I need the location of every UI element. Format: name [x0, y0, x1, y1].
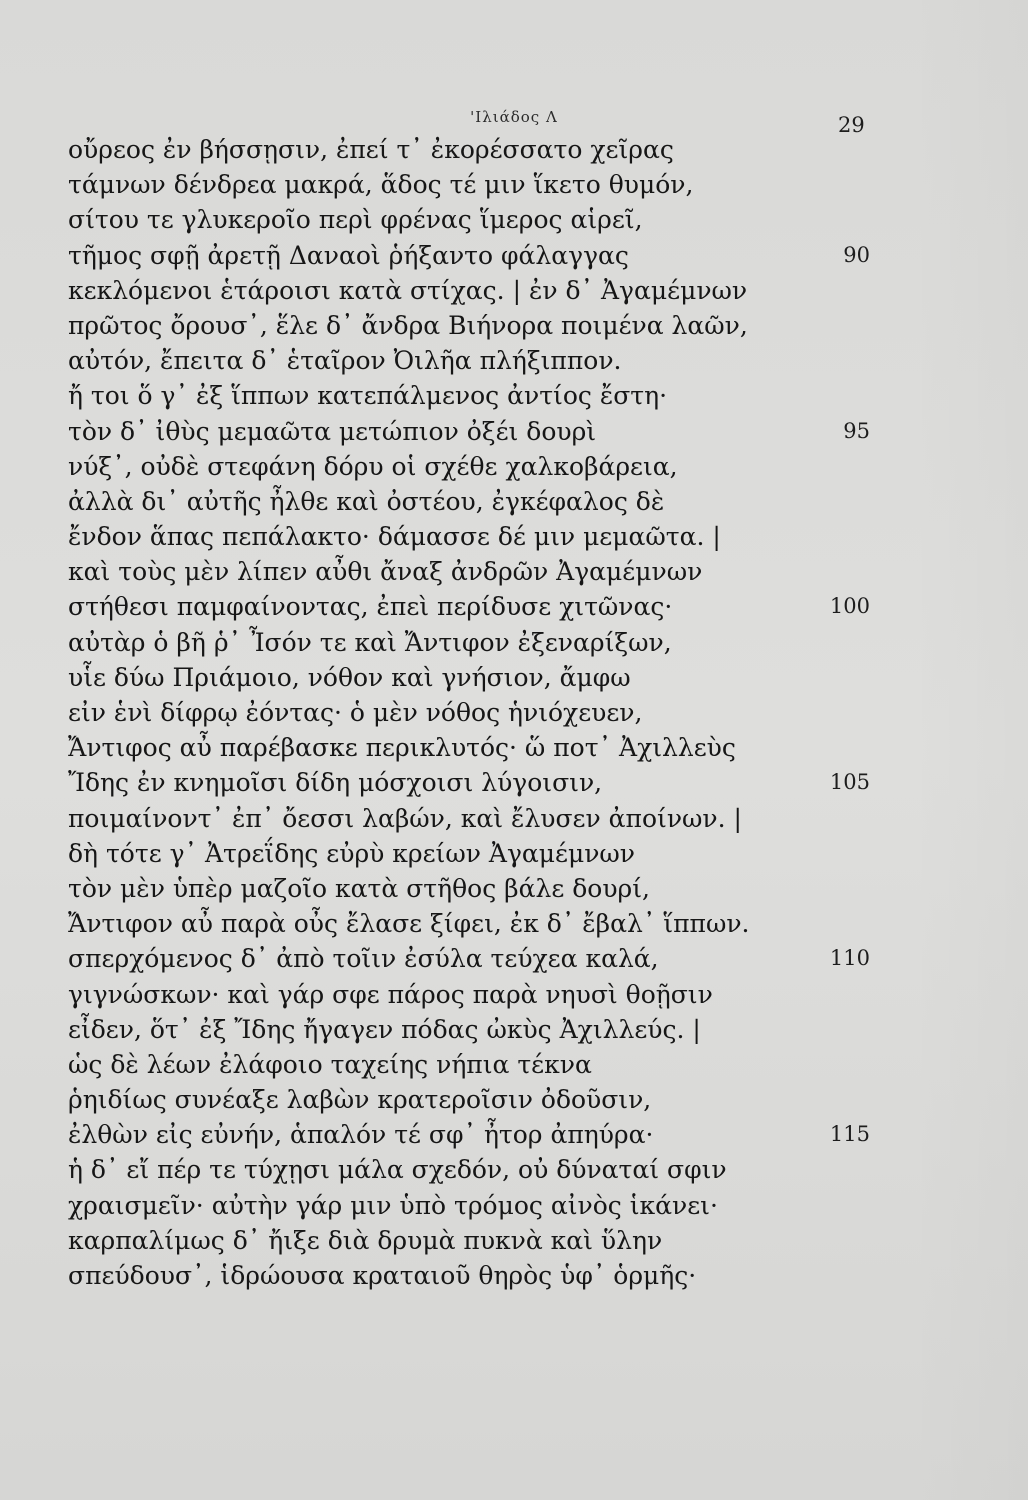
verse-text: ἐλθὼν εἰς εὐνήν, ἁπαλόν τέ σφ᾽ ἦτορ ἀπηύρα·	[68, 1120, 654, 1150]
verse-line	[0, 343, 1028, 378]
verse-line	[0, 589, 1028, 624]
verse-text: γιγνώσκων· καὶ γάρ σφε πάρος παρὰ νηυσὶ θοῇσιν	[68, 979, 713, 1009]
verse-text: ῥηιδίως συνέαξε λαβὼν κρατεροῖσιν ὀδοῦσιν,	[68, 1085, 652, 1115]
verse-text: τὸν δ᾽ ἰθὺς μεμαῶτα μετώπιον ὀξέι δουρὶ	[68, 416, 597, 446]
verse-text: σίτου τε γλυκεροῖο περὶ φρένας ἵμερος αἱρεῖ,	[68, 205, 643, 235]
verse-text: καὶ τοὺς μὲν λίπεν αὖθι ἄναξ ἀνδρῶν Ἀγαμέμνων	[68, 557, 703, 587]
verse-text: ἡ δ᾽ εἴ πέρ τε τύχῃσι μάλα σχεδόν, οὐ δύναταί σφιν	[68, 1155, 727, 1185]
verse-line	[0, 238, 1028, 273]
verse-line	[0, 519, 1028, 554]
verse-line	[0, 801, 1028, 836]
verse-line	[0, 414, 1028, 449]
verse-text: ἔνδον ἅπας πεπάλακτο· δάμασσε δέ μιν μεμαῶτα. |	[68, 522, 721, 552]
verse-line	[0, 273, 1028, 308]
verse-line	[0, 730, 1028, 765]
verse-line	[0, 554, 1028, 589]
line-number: 110	[829, 946, 870, 971]
verse-text: σπερχόμενος δ᾽ ἀπὸ τοῖιν ἐσύλα τεύχεα καλά,	[68, 944, 659, 974]
verse-line	[0, 484, 1028, 519]
line-number: 100	[829, 594, 870, 619]
verse-text: Ἄντιφον αὖ παρὰ οὖς ἔλασε ξίφει, ἐκ δ᾽ ἔβαλ᾽ ἵππων.	[68, 909, 750, 939]
verse-line	[0, 132, 1028, 167]
verse-line	[0, 695, 1028, 730]
verse-line	[0, 449, 1028, 484]
verse-text: ἤ τοι ὅ γ᾽ ἐξ ἵππων κατεπάλμενος ἀντίος ἔστη·	[68, 381, 668, 411]
verse-block	[0, 132, 1028, 1293]
verse-line	[0, 378, 1028, 413]
verse-line	[0, 1258, 1028, 1293]
verse-line	[0, 765, 1028, 800]
verse-text: πρῶτος ὄρουσ᾽, ἕλε δ᾽ ἄνδρα Βιήνορα ποιμένα λαῶν,	[68, 310, 748, 340]
verse-line	[0, 308, 1028, 343]
verse-line	[0, 202, 1028, 237]
verse-line	[0, 1117, 1028, 1152]
verse-text: κεκλόμενοι ἑτάροισι κατὰ στίχας. | ἐν δ᾽ Ἀγαμέμνων	[68, 275, 748, 305]
verse-line	[0, 1223, 1028, 1258]
verse-text: νύξ᾽, οὐδὲ στεφάνη δόρυ οἱ σχέθε χαλκοβάρεια,	[68, 451, 678, 481]
verse-line	[0, 625, 1028, 660]
line-number: 95	[843, 418, 870, 443]
verse-line	[0, 1188, 1028, 1223]
verse-text: δὴ τότε γ᾽ Ἀτρεΐδης εὐρὺ κρείων Ἀγαμέμνων	[68, 838, 635, 868]
verse-text: καρπαλίμως δ᾽ ἤιξε διὰ δρυμὰ πυκνὰ καὶ ὕλην	[68, 1225, 663, 1255]
verse-line	[0, 1082, 1028, 1117]
verse-line	[0, 1152, 1028, 1187]
verse-text: σπεύδουσ᾽, ἱδρώουσα κραταιοῦ θηρὸς ὑφ᾽ ὁρμῆς·	[68, 1261, 697, 1290]
verse-line	[0, 941, 1028, 976]
verse-line	[0, 660, 1028, 695]
line-number: 115	[829, 1122, 870, 1147]
line-number: 105	[829, 770, 870, 795]
verse-text: τῆμος σφῇ ἀρετῇ Δαναοὶ ῥήξαντο φάλαγγας	[68, 240, 629, 270]
verse-text: Ἄντιφος αὖ παρέβασκε περικλυτός· ὥ ποτ᾽ Ἀχιλλεὺς	[68, 733, 736, 763]
verse-text: τάμνων δένδρεα μακρά, ἅδος τέ μιν ἵκετο θυμόν,	[68, 170, 694, 200]
verse-text: εἶδεν, ὅτ᾽ ἐξ Ἴδης ἤγαγεν πόδας ὠκὺς Ἀχιλλεύς. |	[68, 1014, 701, 1044]
verse-line	[0, 977, 1028, 1012]
verse-text: εἰν ἑνὶ δίφρῳ ἐόντας· ὁ μὲν νόθος ἡνιόχευεν,	[68, 698, 643, 727]
running-title: 'Ιλιάδος Λ	[470, 108, 558, 126]
verse-text: Ἴδης ἐν κνημοῖσι δίδη μόσχοισι λύγοισιν,	[68, 768, 603, 798]
verse-text: υἷε δύω Πριάμοιο, νόθον καὶ γνήσιον, ἄμφω	[68, 662, 631, 692]
verse-text: αὐτὰρ ὁ βῆ ῥ᾽ Ἶσόν τε καὶ Ἄντιφον ἐξεναρίξων,	[68, 627, 672, 657]
verse-text: χραισμεῖν· αὐτὴν γάρ μιν ὑπὸ τρόμος αἰνὸς ἱκάνει·	[68, 1190, 718, 1220]
verse-line	[0, 871, 1028, 906]
verse-line	[0, 1012, 1028, 1047]
verse-text: ἀλλὰ δι᾽ αὐτῆς ἦλθε καὶ ὀστέου, ἐγκέφαλος δὲ	[68, 486, 665, 516]
verse-line	[0, 906, 1028, 941]
verse-line	[0, 167, 1028, 202]
verse-line	[0, 1047, 1028, 1082]
verse-text: οὔρεος ἐν βήσσῃσιν, ἐπεί τ᾽ ἐκορέσσατο χεῖρας	[68, 135, 674, 164]
verse-text: αὐτόν, ἔπειτα δ᾽ ἑταῖρον Ὀιλῆα πλήξιππον.	[68, 346, 622, 376]
verse-text: ποιμαίνοντ᾽ ἐπ᾽ ὄεσσι λαβών, καὶ ἔλυσεν ἀποίνων. |	[68, 803, 742, 833]
line-number: 90	[843, 242, 870, 267]
verse-line	[0, 836, 1028, 871]
page-number: 29	[838, 113, 865, 137]
verse-text: ὡς δὲ λέων ἐλάφοιο ταχείης νήπια τέκνα	[68, 1049, 592, 1079]
verse-text: τὸν μὲν ὑπὲρ μαζοῖο κατὰ στῆθος βάλε δουρί,	[68, 873, 650, 903]
verse-text: στήθεσι παμφαίνοντας, ἐπεὶ περίδυσε χιτῶνας·	[68, 592, 673, 622]
